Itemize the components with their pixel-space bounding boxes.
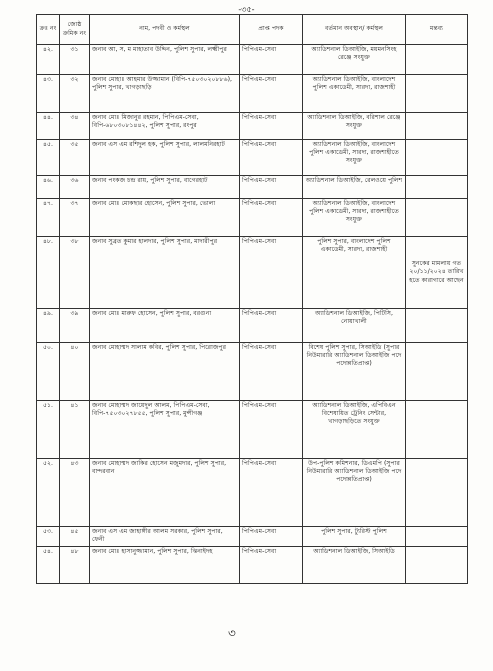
table-row [37, 401, 468, 459]
current-position-cell: অ্যাডিশনাল ডিআইজি, বরিশাল রেঞ্জে সংযুক্ত [303, 113, 406, 140]
current-position-cell: পুলিশ সুপার, ট্যুরিস্ট পুলিশ [303, 527, 406, 547]
header-serial: ক্রঃ নং [37, 15, 60, 45]
name-cell: জনাব মোহাম্মদ জায়েদুল আলম, পিপিএম-সেবা, বিপি-৭৫০৩০২৭৮৫৫, পুলিশ সুপার, মুন্সীগঞ্জ [90, 401, 240, 459]
serial-cell: ৪৪. [37, 113, 60, 140]
senior-serial-cell: ৪১ [60, 401, 90, 459]
serial-cell: ৪২. [37, 45, 60, 75]
name-cell: জনাব এস এম রশিদুল হক, পুলিশ সুপার, লালমনিরহাট [90, 140, 240, 176]
remark-cell: সুনকের মামলায় গত ২০/১১/২০২৪ তারিখ হতে কারাগারে আছেন [406, 237, 468, 309]
remark-cell [406, 176, 468, 199]
current-position-cell: অ্যাডিশনাল ডিআইজি, ময়মনসিংহ রেঞ্জে সংযুক্ত [303, 45, 406, 75]
current-position-cell: অ্যাডিশনাল ডিআইজি, বাংলাদেশ পুলিশ একাডেমী, সারদা, রাজশাহীতে সংযুক্ত [303, 199, 406, 237]
table-row [37, 140, 468, 176]
table-row [37, 527, 468, 547]
table-row [37, 309, 468, 343]
senior-serial-cell: ৪৫ [60, 527, 90, 547]
senior-serial-cell: ৪৮ [60, 547, 90, 584]
serial-cell: ৫৩. [37, 527, 60, 547]
remark-cell [406, 45, 468, 75]
serial-cell: ৪৯. [37, 309, 60, 343]
remark-cell [406, 140, 468, 176]
serial-cell: ৫২. [37, 459, 60, 527]
current-position-cell: অ্যাডিশনাল ডিআইজি, বাংলাদেশ পুলিশ একাডেমী, সারদা, রাজশাহী [303, 75, 406, 113]
serial-cell: ৫০. [37, 343, 60, 401]
senior-serial-cell: ৩২ [60, 75, 90, 113]
remark-cell [406, 527, 468, 547]
medal-cell: পিপিএম-সেবা [240, 527, 303, 547]
table-row [37, 45, 468, 75]
table-row [37, 113, 468, 140]
table-row [37, 75, 468, 113]
current-position-cell: বিশেষ পুলিশ সুপার, সিআইডি (সুপার নিউমারারি অ্যাডিশনাল ডিআইজি পদে পদোন্নতিপ্রাপ্ত) [303, 343, 406, 401]
current-position-cell: পুলিশ সুপার, বাংলাদেশ পুলিশ একাডেমী, সারদা, রাজশাহী [303, 237, 406, 309]
table-header-row [37, 15, 468, 45]
current-position-cell: অ্যাডিশনাল ডিআইজি, বাংলাদেশ পুলিশ একাডেমী, সারদা, রাজশাহীতে সংযুক্ত [303, 140, 406, 176]
medal-cell: পিপিএম-সেবা [240, 45, 303, 75]
name-cell: জনাব সুব্রত কুমার হালদার, পুলিশ সুপার, মাদারীপুর [90, 237, 240, 309]
remark-cell [406, 343, 468, 401]
name-cell: জনাব মোঃ মোকছার হোসেন, পুলিশ সুপার, ভোলা [90, 199, 240, 237]
senior-serial-cell: ৩৯ [60, 309, 90, 343]
name-cell: জনাব মোহাঃ আহমার উজ্জামান (বিপি-৭৫০৩০২০৮৮৬), পুলিশ সুপার, খাগড়াছড়ি [90, 75, 240, 113]
table-row [37, 547, 468, 584]
medal-cell: পিপিএম-সেবা [240, 140, 303, 176]
senior-serial-cell: ৩৫ [60, 140, 90, 176]
current-position-cell: অ্যাডিশনাল ডিআইজি, সিআইডি [303, 547, 406, 584]
serial-cell: ৫১. [37, 401, 60, 459]
header-medal: প্রাপ্ত পদক [240, 15, 303, 45]
remark-cell [406, 401, 468, 459]
table-row [37, 237, 468, 309]
name-cell: জনাব আ, স, ম মাহাতাব উদ্দিন, পুলিশ সুপার, লক্ষ্মীপুর [90, 45, 240, 75]
footer-mark: ৩ [228, 626, 236, 640]
name-cell: জনাব মোঃ হাসানুজ্জামান, পুলিশ সুপার, ঝিনাইদহ [90, 547, 240, 584]
remark-cell [406, 113, 468, 140]
serial-cell: ৪৫. [37, 140, 60, 176]
table-row [37, 199, 468, 237]
senior-serial-cell: ৩১ [60, 45, 90, 75]
serial-cell: ৪৭. [37, 199, 60, 237]
table-row [37, 459, 468, 527]
medal-cell: পিপিএম-সেবা [240, 401, 303, 459]
remark-cell [406, 547, 468, 584]
name-cell: জনাব মোঃ মিজানুর রহমান, পিপিএম-সেবা, বিপি-৬৮০৩০৮১৪৪২, পুলিশ সুপার, রংপুর [90, 113, 240, 140]
current-position-cell: উপ-পুলিশ কমিশনার, ডিএমপি (সুপার নিউমারারি অ্যাডিশনাল ডিআইজি পদে পদোন্নতিপ্রাপ্ত) [303, 459, 406, 527]
senior-serial-cell: ৪০ [60, 343, 90, 401]
name-cell: জনাব মোহাম্মদ জাকির হোসেন মজুমদার, পুলিশ সুপার, বান্দরবান [90, 459, 240, 527]
name-cell: জনাব মোঃ মারুফ হোসেন, পুলিশ সুপার, বরগুনা [90, 309, 240, 343]
name-cell: জনাব পংকজ চন্দ্র রায়, পুলিশ সুপার, বাগেরহাট [90, 176, 240, 199]
page-number: -৩৫- [238, 5, 255, 14]
name-cell: জনাব মোহাম্মদ সালাম কবির, পুলিশ সুপার, পিরোজপুর [90, 343, 240, 401]
medal-cell: পিপিএম-সেবা [240, 547, 303, 584]
current-position-cell: অ্যাডিশনাল ডিআইজি, রেলওয়ে পুলিশ [303, 176, 406, 199]
serial-cell: ৪৬. [37, 176, 60, 199]
remark-cell [406, 75, 468, 113]
serial-cell: ৫৪. [37, 547, 60, 584]
table-row [37, 343, 468, 401]
medal-cell: পিপিএম-সেবা [240, 459, 303, 527]
officer-table-container [36, 14, 467, 584]
senior-serial-cell: ৩৪ [60, 113, 90, 140]
remark-cell [406, 199, 468, 237]
medal-cell: পিপিএম-সেবা [240, 343, 303, 401]
remark-cell [406, 309, 468, 343]
header-name: নাম, পদবী ও কর্মস্থল [90, 15, 240, 45]
medal-cell: পিপিএম-সেবা [240, 237, 303, 309]
current-position-cell: অ্যাডিশনাল ডিআইজি, পিটিসি, নোয়াখালী [303, 309, 406, 343]
header-current-position: বর্তমান অবস্থান/ কর্মস্থল [303, 15, 406, 45]
senior-serial-cell: ৩৬ [60, 176, 90, 199]
medal-cell: পিপিএম-সেবা [240, 309, 303, 343]
senior-serial-cell: ৪৩ [60, 459, 90, 527]
serial-cell: ৪৮. [37, 237, 60, 309]
senior-serial-cell: ৩৮ [60, 237, 90, 309]
header-remarks: মন্তব্য [406, 15, 468, 45]
medal-cell: পিপিএম-সেবা [240, 113, 303, 140]
remark-cell [406, 459, 468, 527]
medal-cell: পিপিএম-সেবা [240, 75, 303, 113]
officer-table [36, 14, 468, 584]
table-row [37, 176, 468, 199]
medal-cell: পিপিএম-সেবা [240, 176, 303, 199]
serial-cell: ৪৩. [37, 75, 60, 113]
name-cell: জনাব এস এম জাহাঙ্গীর আলম সরকার, পুলিশ সুপার, ফেনী [90, 527, 240, 547]
table-body [37, 45, 468, 584]
header-senior-serial: জ্যেষ্ঠ ক্রমিক নং [60, 15, 90, 45]
senior-serial-cell: ৩৭ [60, 199, 90, 237]
current-position-cell: অ্যাডিশনাল ডিআইজি, এপিবিএন বিশেষায়িত ট্রেনিং সেন্টার, খাগড়াছড়িতে সংযুক্ত [303, 401, 406, 459]
medal-cell: পিপিএম-সেবা [240, 199, 303, 237]
